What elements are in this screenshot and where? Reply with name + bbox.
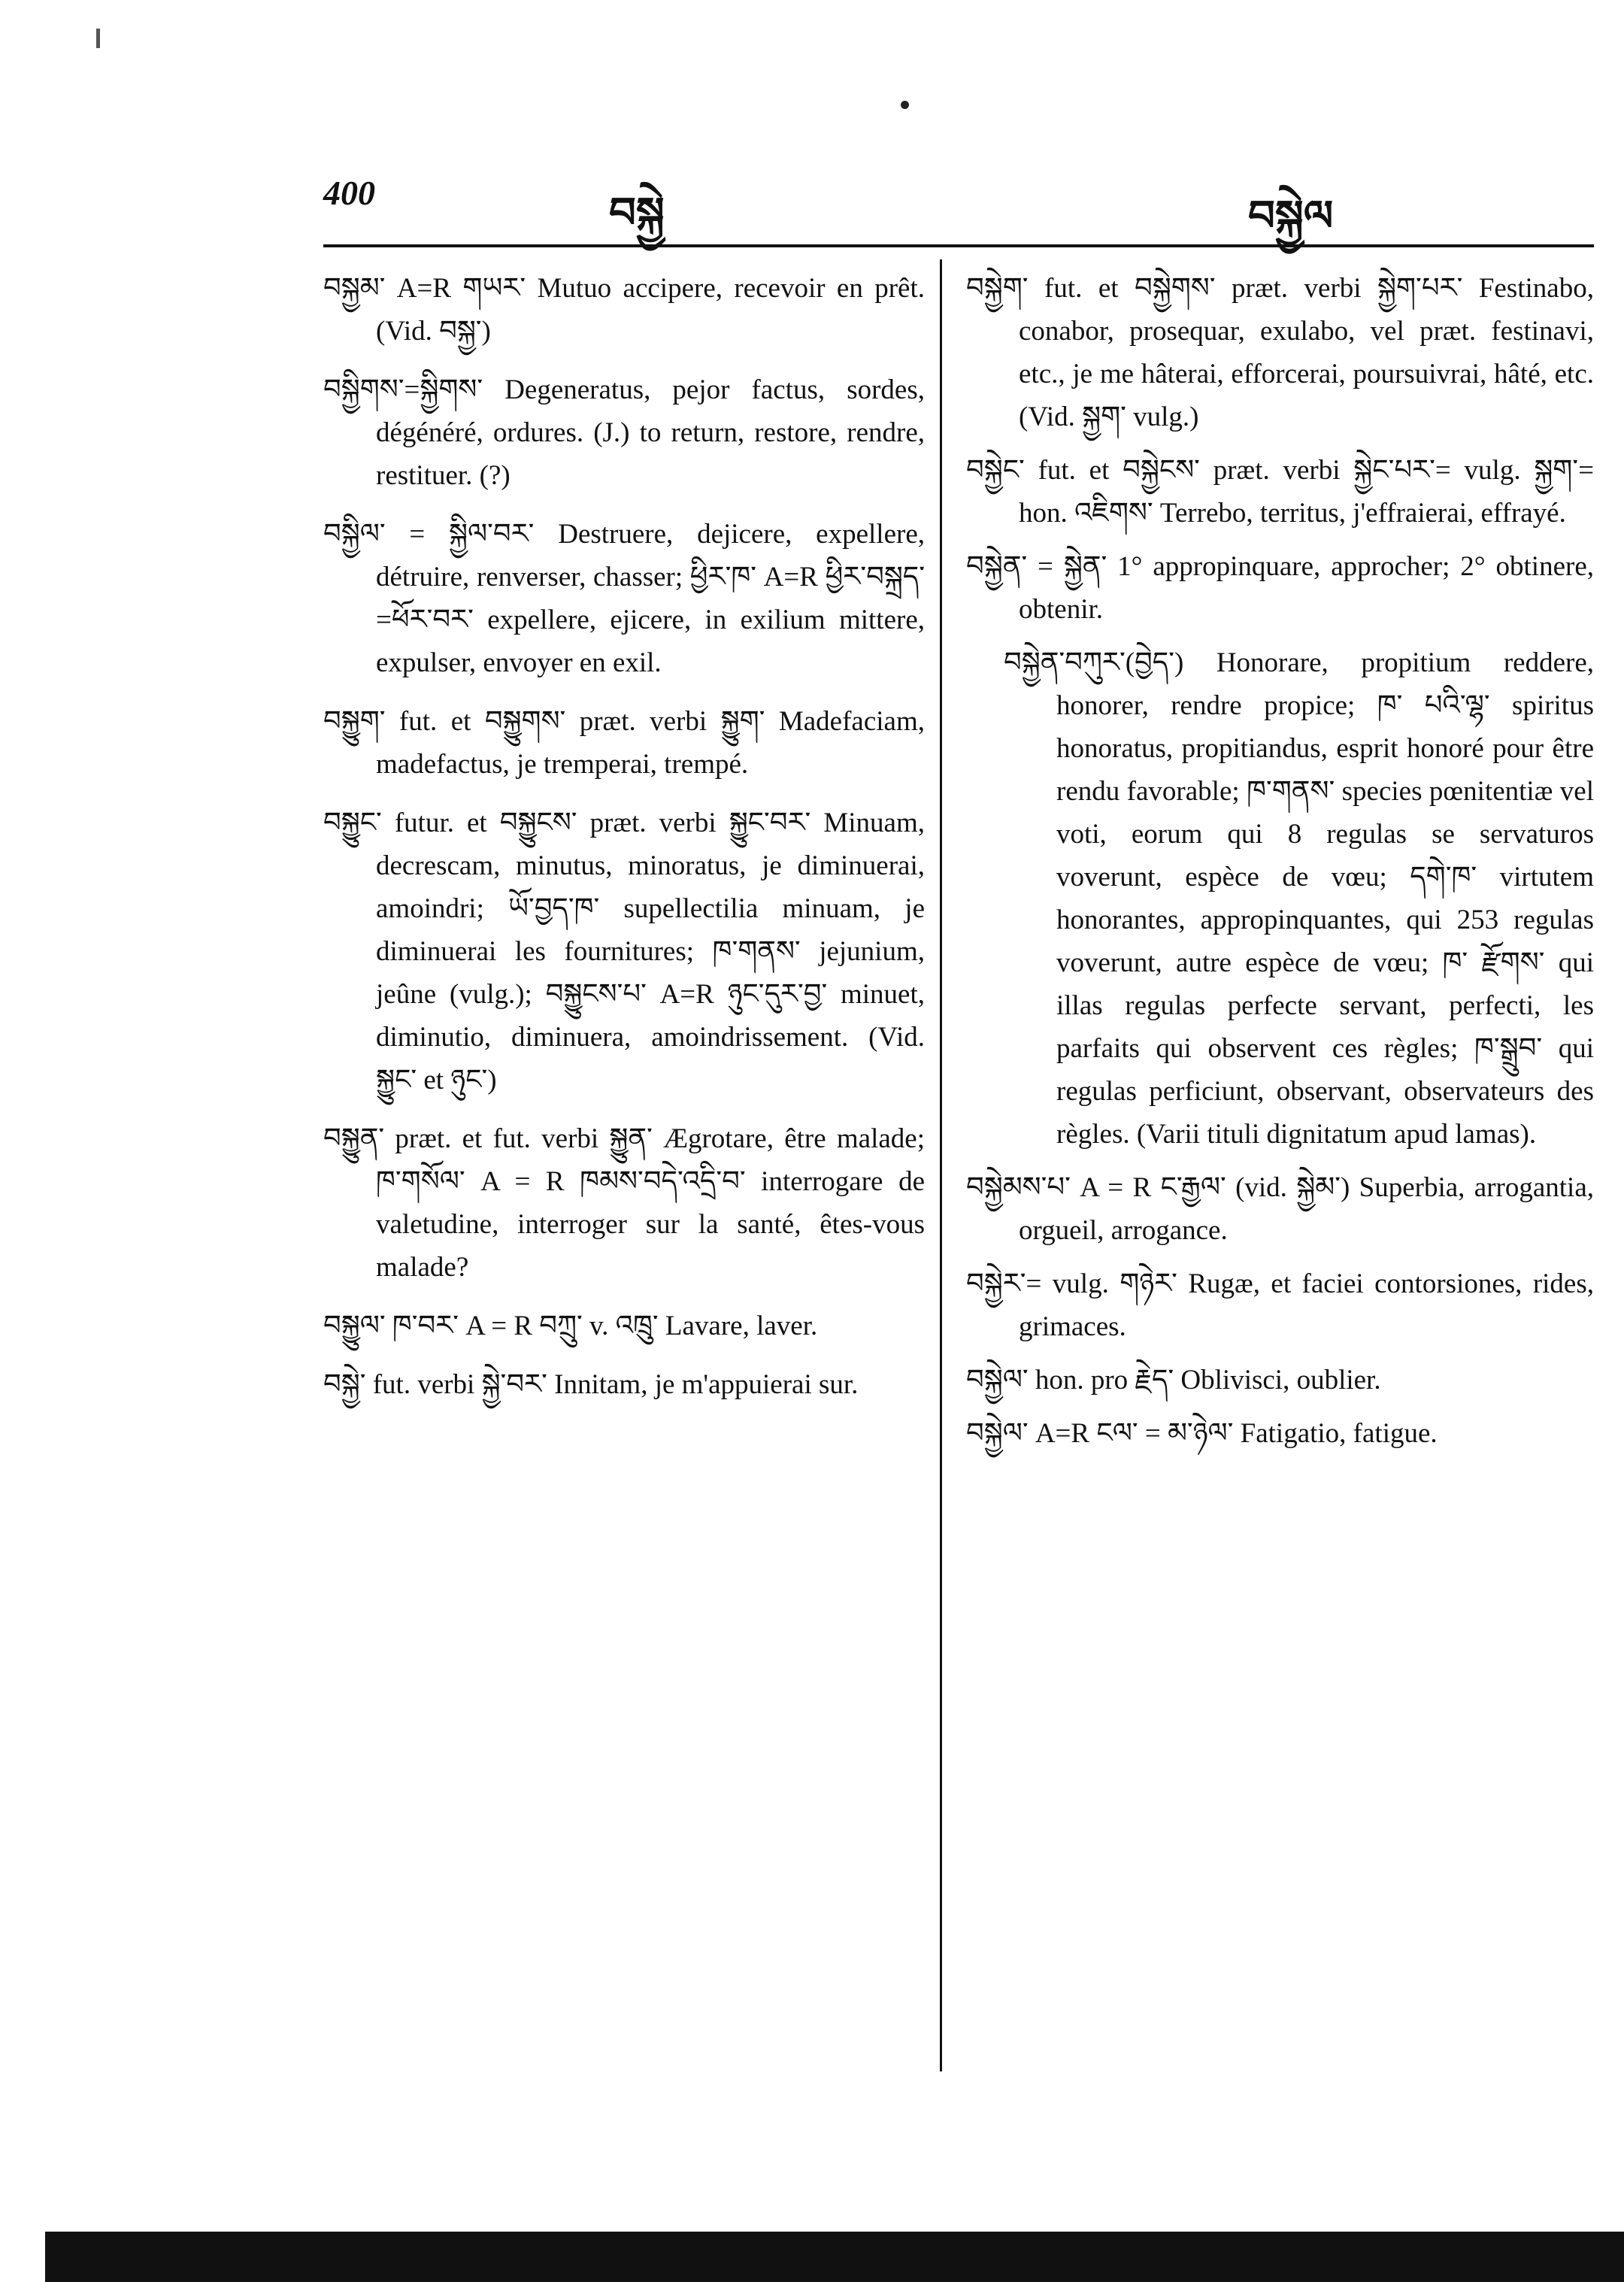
dictionary-entry: བསྐྱིགས་=སྐྱིགས་ Degeneratus, pejor factus, sordes, dégénéré, ordures. (J.) to return, restore, rendre, restituer. (?) bbox=[323, 374, 925, 491]
dictionary-entry: བསྐྱེག་ fut. et བསྐྱེགས་ præt. verbi སྐྱེག་པར་ Festinabo, conabor, prosequar, exulabo, vel præt. festinavi, etc., je me hâterai, efforcerai, poursuivrai, hâté, etc. (Vid. སྐྱག་ vulg.) bbox=[966, 273, 1594, 432]
page-number: 400 bbox=[323, 174, 375, 212]
dictionary-entry: བསྐྱུག་ fut. et བསྐྱུགས་ præt. verbi སྐྱུག་ Madefaciam, madefactus, je tremperai, trempé. bbox=[323, 706, 925, 780]
dictionary-entry: བསྐྱུན་ præt. et fut. verbi སྐྱུན་ Ægrotare, être malade; ཁ་གསོལ་ A = R ཁམས་བདེ་འདྲི་བ་ interrogare de valetudine, interroger sur la santé, êtes-vous malade? bbox=[323, 1123, 925, 1283]
dictionary-entry: བསྐྱེ་ fut. verbi སྐྱེ་བར་ Innitam, je m'appuierai sur. bbox=[323, 1369, 859, 1400]
right-column bbox=[966, 267, 1594, 1465]
dictionary-entry: བསྐྱེང་ fut. et བསྐྱེངས་ præt. verbi སྐྱེང་པར་= vulg. སྐྱག་= hon. འཇིགས་ Terrebo, territus, j'effraierai, effrayé. bbox=[966, 455, 1594, 529]
header-rule bbox=[323, 244, 1594, 247]
left-guide-word: བསྐྱེ bbox=[609, 190, 665, 237]
dictionary-entry: བསྐྱེལ་ A=R ངལ་ = མ་ཉེལ་ Fatigatio, fatigue. bbox=[966, 1418, 1438, 1449]
column-divider bbox=[940, 259, 942, 2071]
scan-edge-bar bbox=[45, 2232, 1624, 2282]
dictionary-entry: བསྐྱམ་ A=R གཡར་ Mutuo accipere, recevoir en prêt. (Vid. བསྐྱ་) bbox=[323, 273, 925, 347]
dictionary-entry: བསྐྱིལ་ = སྐྱིལ་བར་ Destruere, dejicere, expellere, détruire, renverser, chasser; ཕྱིར་ཁ་ A=R ཕྱིར་བསྐྲད་=ཕོར་བར་ expellere, ejicere, in exilium mittere, expulser, envoyer en exil. bbox=[323, 519, 925, 678]
dictionary-entry: བསྐྱེན་ = སྐྱེན་ 1° appropinquare, approcher; 2° obtinere, obtenir. bbox=[966, 551, 1594, 625]
dictionary-entry: བསྐྱེར་= vulg. གཉེར་ Rugæ, et faciei contorsiones, rides, grimaces. bbox=[966, 1268, 1594, 1342]
dictionary-entry: བསྐྱུང་ futur. et བསྐྱུངས་ præt. verbi སྐྱུང་བར་ Minuam, decrescam, minutus, minoratus, je diminuerai, amoindri; ཡོ་བྱད་ཁ་ supellectilia minuam, je diminuerai les fournitures; ཁ་གནས་ jejunium, jeûne (vulg.); བསྐྱུངས་པ་ A=R ཉུང་དུར་བྱ་ minuet, diminutio, diminuera, amoindrissement. (Vid. སྐྱུང་ et ཉུང་) bbox=[323, 808, 925, 1096]
page-header bbox=[323, 158, 1601, 248]
dictionary-entry: བསྐྱེམས་པ་ A = R ང་རྒྱལ་ (vid. སྐྱེམ་) Superbia, arrogantia, orgueil, arrogance. bbox=[966, 1172, 1594, 1246]
stray-dot bbox=[901, 101, 909, 109]
dictionary-subentry: བསྐྱེན་བཀུར་(བྱེད་) Honorare, propitium reddere, honorer, rendre propice; ཁ་ པའི་ལྷ་ spiritus honoratus, propitiandus, esprit honoré pour être rendu favorable; ཁ་གནས་ species pœnitentiæ vel voti, eorum qui 8 regulas se servaturos voverunt, espèce de vœu; དགེ་ཁ་ virtutem honorantes, appropinquantes, qui 253 regulas voverunt, autre espèce de vœu; ཁ་ རྫོགས་ qui illas regulas perfecte servant, perfecti, les parfaits qui observent ces règles; ཁ་སྒྲུབ་ qui regulas perficiunt, observant, observateurs des règles. (Varii tituli dignitatum apud lamas). bbox=[1004, 647, 1594, 1150]
corner-mark bbox=[96, 29, 100, 48]
left-column bbox=[323, 267, 925, 1422]
right-guide-word: བསྐྱེལ bbox=[1248, 193, 1334, 240]
dictionary-entry: བསྐྱེལ་ hon. pro རྗེད་ Oblivisci, oublier. bbox=[966, 1365, 1381, 1396]
dictionary-entry: བསྐྱུལ་ ཁ་བར་ A = R བཀྲུ་ v. འཁྲུ་ Lavare, laver. bbox=[323, 1311, 818, 1341]
